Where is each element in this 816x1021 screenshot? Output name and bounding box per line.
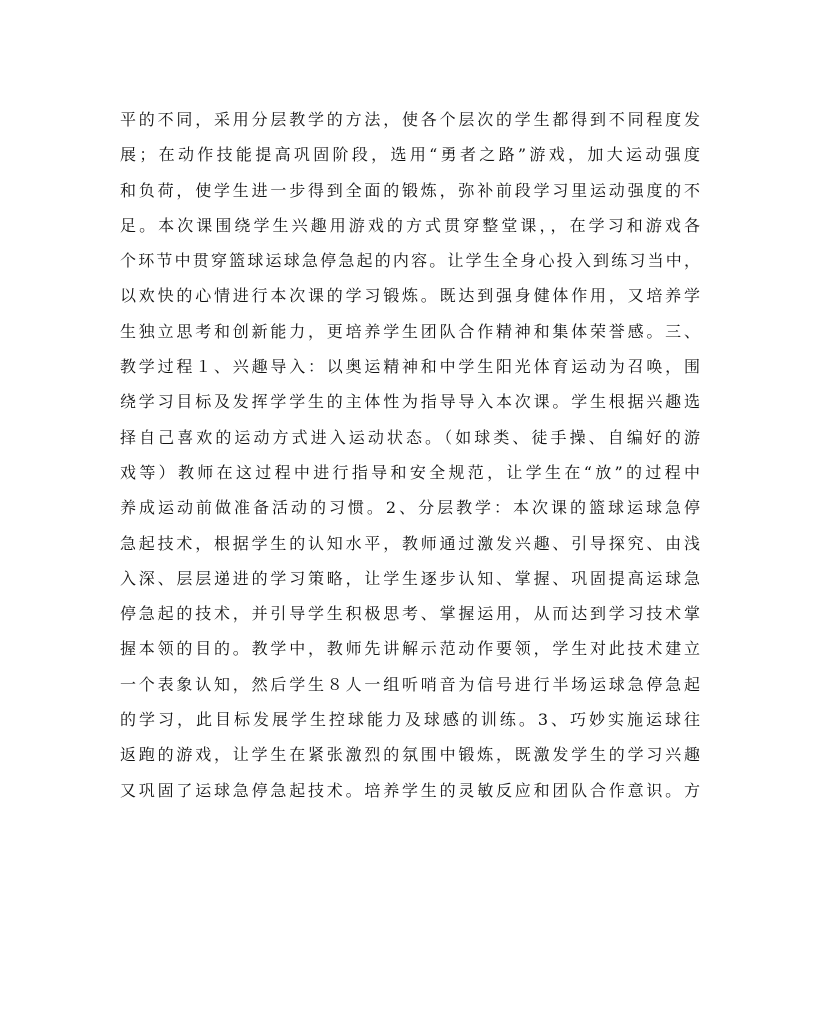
- text-line: 绕学习目标及发挥学学生的主体性为指导导入本次课。学生根据兴趣选: [120, 392, 700, 412]
- text-line: 足。本次课围绕学生兴趣用游戏的方式贯穿整堂课，，在学习和游戏各: [120, 215, 700, 235]
- text-line: 择自己喜欢的运动方式进入运动状态。（如球类、徒手操、自编好的游: [120, 427, 700, 447]
- text-line: 展；在动作技能提高巩固阶段，选用“勇者之路”游戏，加大运动强度: [120, 145, 700, 165]
- text-line: 入深、层层递进的学习策略，让学生逐步认知、掌握、巩固提高运球急: [120, 568, 700, 588]
- text-line: 生独立思考和创新能力，更培养学生团队合作精神和集体荣誉感。三、: [120, 321, 700, 341]
- text-line: 以欢快的心情进行本次课的学习锻炼。既达到强身健体作用，又培养学: [120, 286, 700, 306]
- text-line: 停急起的技术，并引导学生积极思考、掌握运用，从而达到学习技术掌: [120, 604, 700, 624]
- text-line: 教学过程１、兴趣导入：以奥运精神和中学生阳光体育运动为召唤，围: [120, 357, 700, 377]
- text-line: 返跑的游戏，让学生在紧张激烈的氛围中锻炼，既激发学生的学习兴趣: [120, 745, 700, 765]
- text-line: 养成运动前做准备活动的习惯。2、分层教学：本次课的篮球运球急停: [120, 498, 700, 518]
- text-line: 又巩固了运球急停急起技术。培养学生的灵敏反应和团队合作意识。方: [120, 780, 700, 800]
- text-line: 握本领的目的。教学中，教师先讲解示范动作要领，学生对此技术建立: [120, 639, 700, 659]
- text-line: 平的不同，采用分层教学的方法，使各个层次的学生都得到不同程度发: [120, 110, 700, 129]
- text-line: 个环节中贯穿篮球运球急停急起的内容。让学生全身心投入到练习当中，: [120, 251, 700, 271]
- text-line: 和负荷，使学生进一步得到全面的锻炼，弥补前段学习里运动强度的不: [120, 180, 700, 200]
- text-line: 戏等）教师在这过程中进行指导和安全规范，让学生在“放”的过程中: [120, 462, 700, 482]
- body-text: [120, 102, 700, 808]
- text-line: 的学习，此目标发展学生控球能力及球感的训练。3、巧妙实施运球往: [120, 710, 700, 730]
- text-line: 一个表象认知，然后学生８人一组听哨音为信号进行半场运球急停急起: [120, 674, 700, 694]
- text-line: 急起技术，根据学生的认知水平，教师通过激发兴趣、引导探究、由浅: [120, 533, 700, 553]
